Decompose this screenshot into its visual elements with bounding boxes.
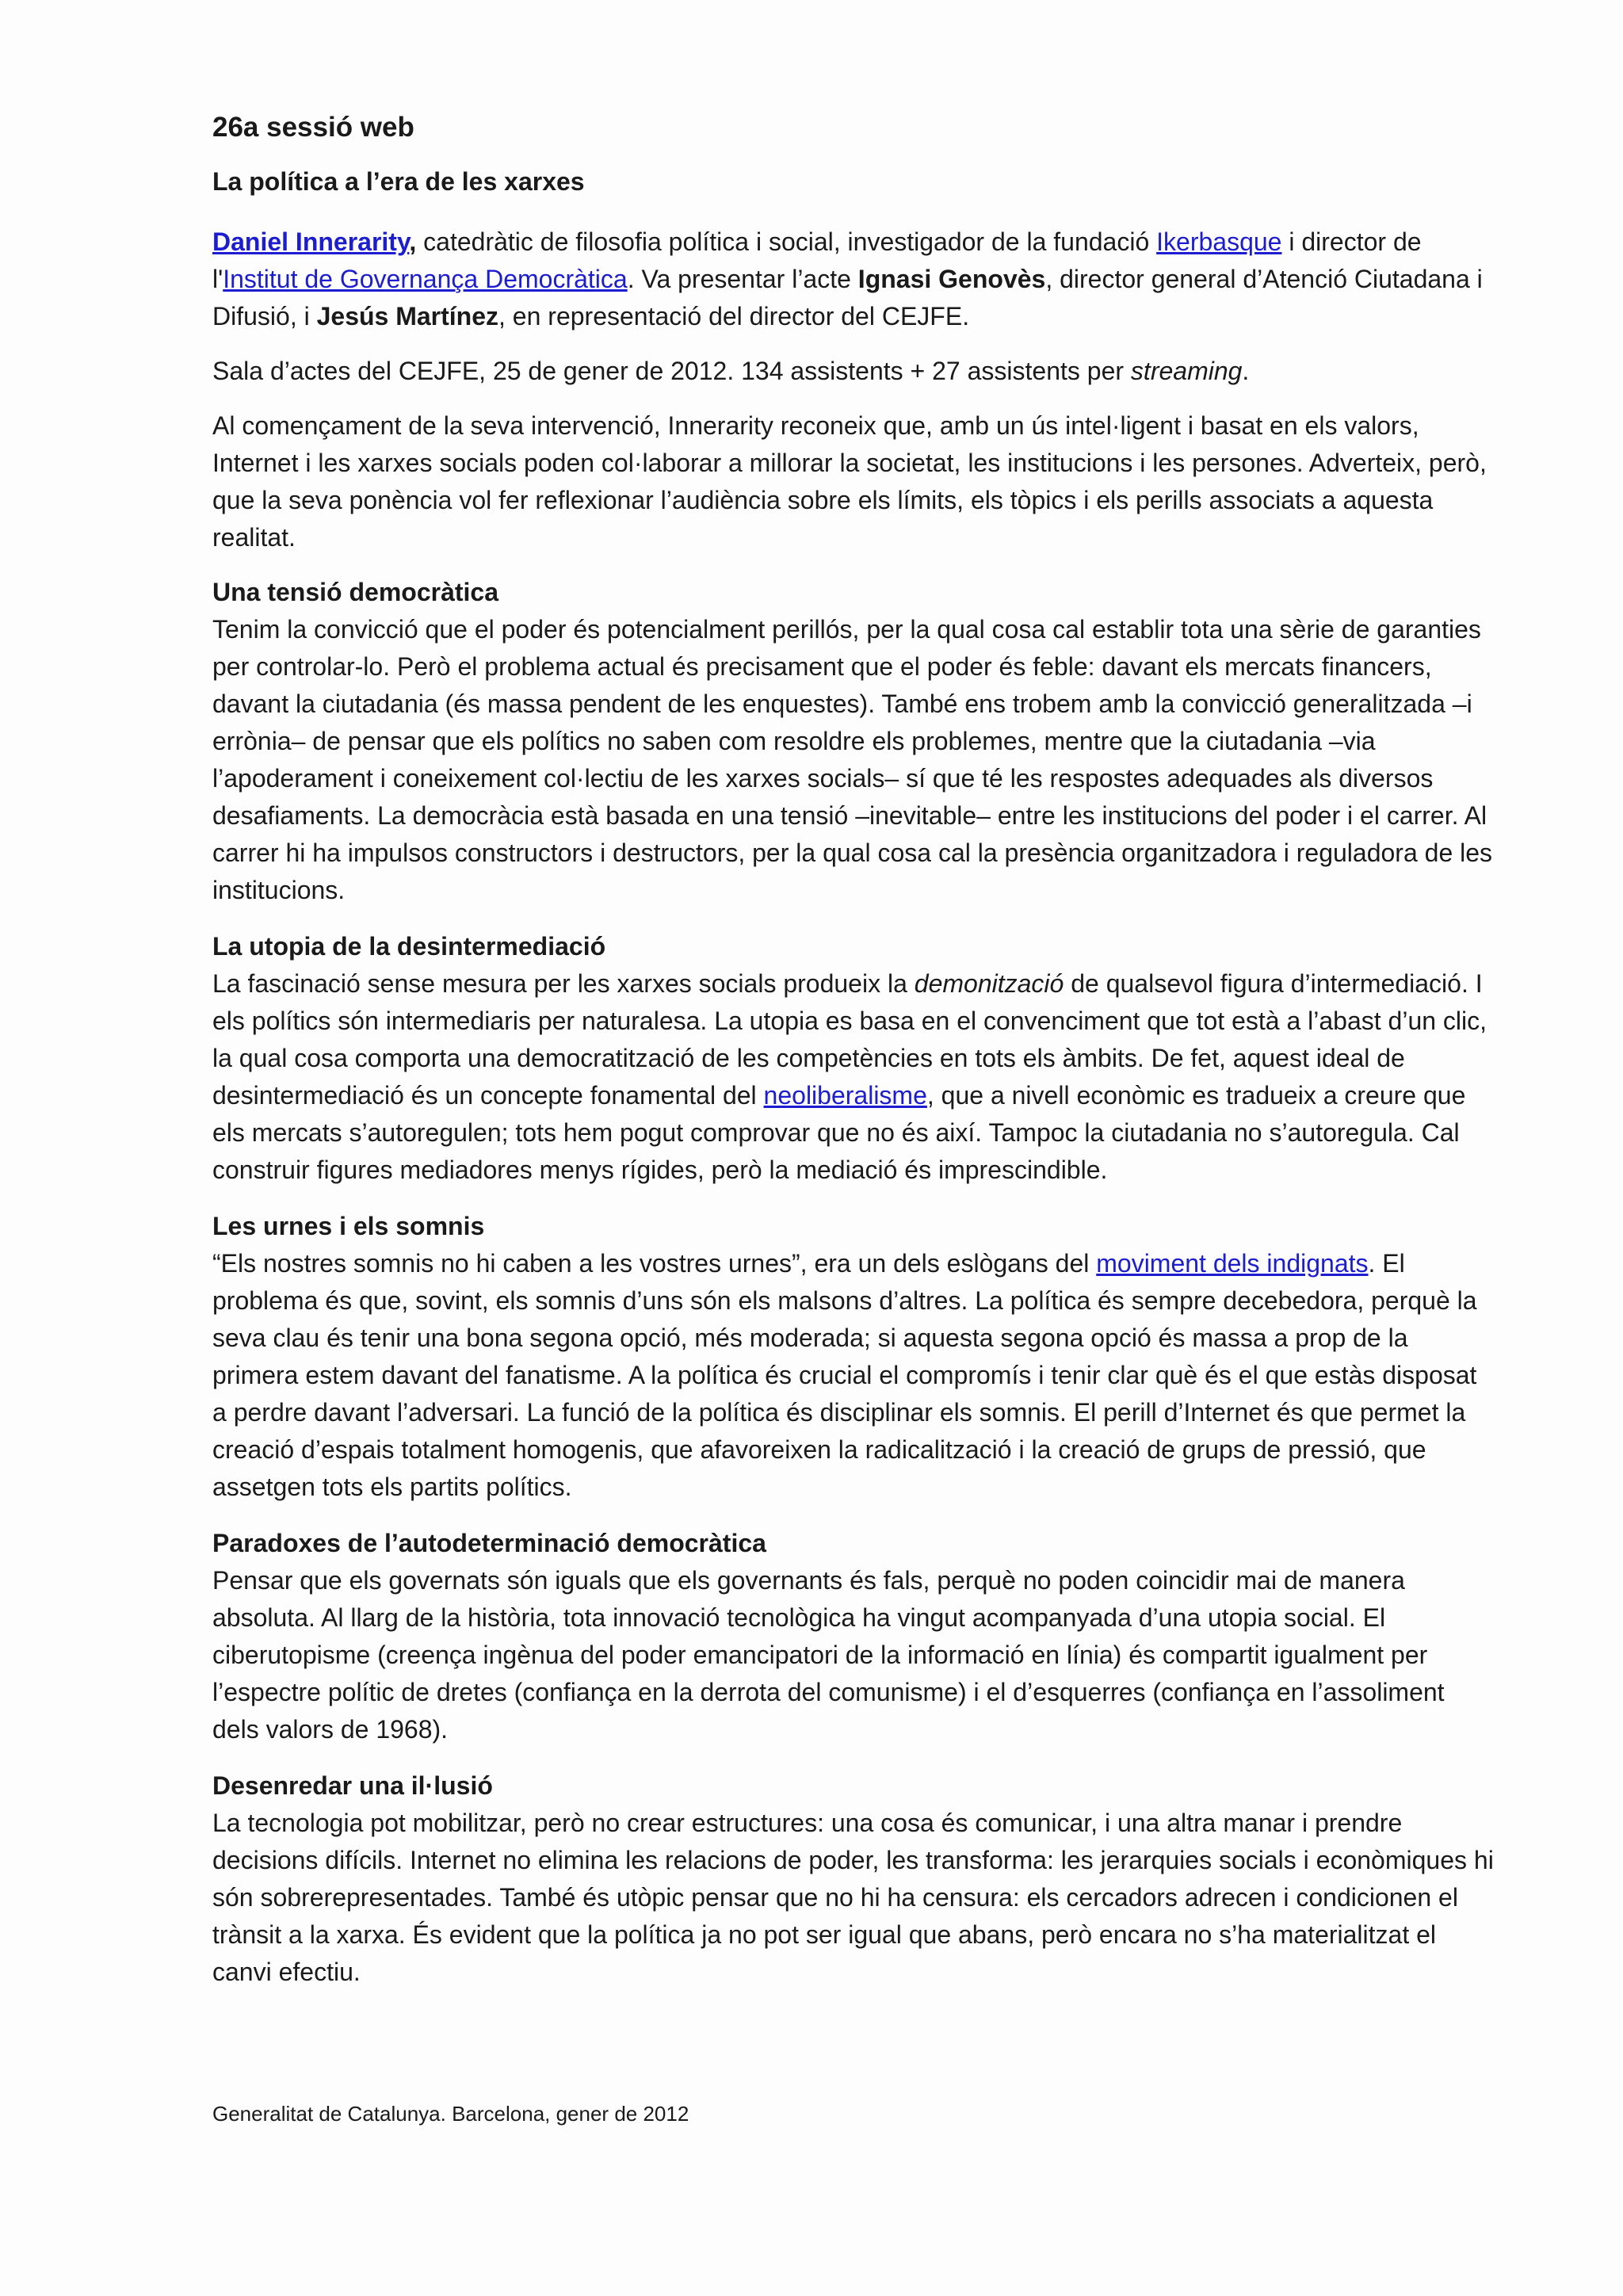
document-body [212,111,1496,2010]
venue-text: Sala d’actes del CEJFE, 25 de gener de 2012. 134 assistents + 27 assistents per [212,357,1131,386]
demonitzacio-term: demonització [914,969,1064,999]
section-paradoxes [212,1525,1496,1748]
intro-text-1: catedràtic de filosofia política i social, investigador de la fundació [416,227,1157,257]
section-body: Tenim la convicció que el poder és potencialment perillós, per la qual cosa cal establir tota una sèrie de garanties per controlar-lo. Però el problema actual és precisament que el poder és feble: davant els mercats financers, davant la ciutadania (és massa pendent de les enquestes). També ens trobem amb la convicció generalitzada –i errònia– de pensar que els polítics no saben com resoldre els problemes, mentre que la ciutadania –via l’apoderament i coneixement col·lectiu de les xarxes socials– sí que té les respostes adequades als diversos desafiaments. La democràcia està basada en una tensió –inevitable– entre les institucions del poder i el carrer. Al carrer hi ha impulsos constructors i destructors, per la qual cosa cal la presència organitzadora i reguladora de les institucions. [212,615,1493,905]
intro-text-4: , director general d’Atenció Ciutadana i Difusió, i [212,265,1483,331]
intro-text-3: . Va presentar l’acte [627,265,858,294]
venue-paragraph [212,353,1496,390]
intro-text-2: i director de l' [212,227,1422,294]
section-body: La tecnologia pot mobilitzar, però no crear estructures: una cosa és comunicar, i una altra manar i prendre decisions difícils. Internet no elimina les relacions de poder, les transforma: les jerarquies socials i econòmiques hi són sobrerepresentades. També és utòpic pensar que no hi ha censura: els cercadors adrecen i condicionen el trànsit a la xarxa. És evident que la política ja no pot ser igual que abans, però encara no s’ha materialitzat el canvi efectiu. [212,1809,1494,1987]
presenter-name-2: Jesús Martínez [316,302,499,331]
indignats-link[interactable]: moviment dels indignats [1096,1249,1369,1278]
intro-text-5: , en representació del director del CEJFE. [498,302,970,331]
section-body: Pensar que els governats són iguals que els governants és fals, perquè no poden coincidir mai de manera absoluta. Al llarg de la història, tota innovació tecnològica ha vingut acompanyada d’una utopia social. El ciberutopisme (creença ingènua del poder emancipatori de la informació en línia) és compartit igualment per l’espectre polític de dretes (confiança en la derrota del comunisme) i el d’esquerres (confiança en l’assoliment dels valors de 1968). [212,1566,1445,1744]
section-body-1: “Els nostres somnis no hi caben a les vostres urnes”, era un dels eslògans del [212,1249,1097,1278]
section-heading: La utopia de la desintermediació [212,932,606,961]
section-heading: Una tensió democràtica [212,578,498,607]
section-body-3: , que a nivell econòmic es tradueix a creure que els mercats s’autoregulen; tots hem pogut comprovar que no és així. Tampoc la ciutadania no s’autoregula. Cal construir figures mediadores menys rígides, però la mediació és imprescindible. [212,1081,1466,1185]
section-desenredar [212,1767,1496,1991]
section-body-2: . El problema és que, sovint, els somnis d’uns són els malsons d’altres. La política és sempre decebedora, perquè la seva clau és tenir una bona segona opció, més moderada; si aquesta segona opció és massa a prop de la primera estem davant del fanatisme. A la política és crucial el compromís i tenir clar què és el que estàs disposat a perdre davant l’adversari. La funció de la política és disciplinar els somnis. El perill d’Internet és que permet la creació d’espais totalment homogenis, que afavoreixen la radicalització i la creació de grups de pressió, que assetgen tots els partits polítics. [212,1249,1477,1502]
section-utopia-desintermediacio [212,928,1496,1189]
section-heading: Les urnes i els somnis [212,1212,485,1241]
document-subtitle: La política a l’era de les xarxes [212,167,585,196]
intro-paragraph [212,223,1496,335]
speaker-comma: , [409,227,417,257]
section-tensio-democratica [212,574,1496,909]
ikerbasque-link[interactable]: Ikerbasque [1156,227,1282,257]
speaker-link[interactable]: Daniel Innerarity [212,227,410,257]
neoliberalisme-link[interactable]: neoliberalisme [763,1081,927,1110]
section-heading: Desenredar una il·lusió [212,1771,493,1801]
section-heading: Paradoxes de l’autodeterminació democràtica [212,1529,766,1558]
section-body-1: La fascinació sense mesura per les xarxes socials produeix la [212,969,915,999]
institut-link[interactable]: Institut de Governança Democràtica [223,265,628,294]
streaming-term: streaming [1130,357,1243,386]
venue-end: . [1242,357,1250,386]
section-urnes-somnis [212,1208,1496,1506]
document-footer: Generalitat de Catalunya. Barcelona, gener de 2012 [212,2102,689,2126]
document-title: 26a sessió web [212,112,414,143]
opening-paragraph: Al començament de la seva intervenció, Innerarity reconeix que, amb un ús intel·ligent i basat en els valors, Internet i les xarxes socials poden col·laborar a millorar la societat, les institucions i les persones. Adverteix, però, que la seva ponència vol fer reflexionar l’audiència sobre els límits, els tòpics i els perills associats a aquesta realitat. [212,411,1487,552]
section-body-2: de qualsevol figura d’intermediació. I els polítics són intermediaris per naturalesa. La utopia es basa en el convenciment que tot està a l’abast d’un clic, la qual cosa comporta una democratització de les competències en tots els àmbits. De fet, aquest ideal de desintermediació és un concepte fonamental del [212,969,1487,1110]
presenter-name-1: Ignasi Genovès [857,265,1046,294]
